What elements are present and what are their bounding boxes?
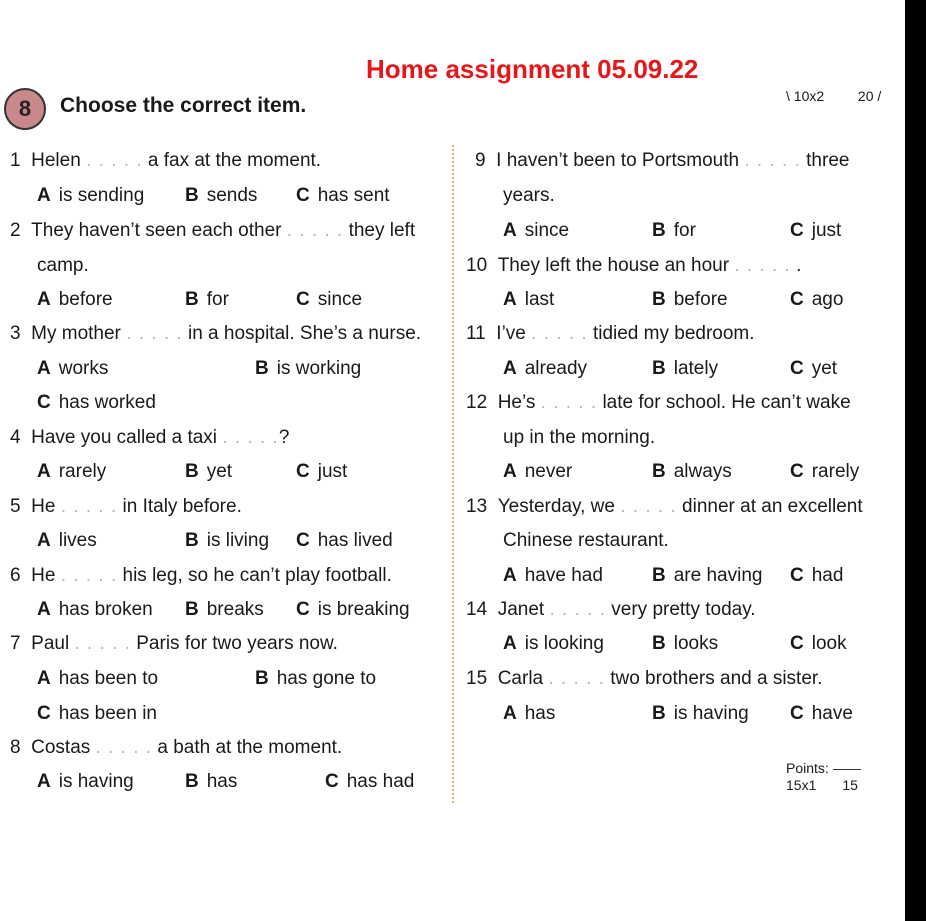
answer-blank[interactable]: . . . . . [126, 323, 183, 344]
score-box: \ 10x2 20 / [786, 88, 882, 104]
answer-blank[interactable]: . . . . . [620, 496, 677, 517]
option-11c[interactable]: C yet [790, 358, 838, 379]
option-10b[interactable]: B before [652, 289, 728, 310]
option-5a[interactable]: A lives [37, 530, 97, 551]
question-5: 5 He . . . . . in Italy before. [10, 496, 242, 517]
option-13c[interactable]: C had [790, 565, 844, 586]
option-13b[interactable]: B are having [652, 565, 763, 586]
points-box [786, 760, 861, 794]
option-14a[interactable]: A is looking [503, 633, 604, 654]
option-11a[interactable]: A already [503, 358, 588, 379]
option-13a[interactable]: A have had [503, 565, 603, 586]
question-12: 12 He’s . . . . . late for school. He can’t wake [466, 392, 851, 413]
answer-blank[interactable]: . . . . . [60, 565, 118, 586]
score-total: 20 [857, 88, 874, 104]
question-3: 3 My mother . . . . . in a hospital. She’s a nurse. [10, 323, 422, 344]
answer-blank[interactable]: . . . . . [95, 737, 153, 758]
option-9a[interactable]: A since [503, 220, 570, 241]
question-2-cont: camp. [37, 255, 89, 276]
option-15c[interactable]: C have [790, 703, 853, 724]
option-11b[interactable]: B lately [652, 358, 719, 379]
option-12a[interactable]: A never [503, 461, 573, 482]
right-edge-bar [905, 0, 926, 921]
question-1: 1 Helen . . . . . a fax at the moment. [10, 150, 322, 171]
option-1c[interactable]: C has sent [296, 185, 390, 206]
question-12-cont: up in the morning. [503, 427, 656, 448]
exercise-number-badge [4, 88, 46, 130]
option-1b[interactable]: B sends [185, 185, 258, 206]
exercise-number: 8 [18, 96, 32, 121]
column-divider [452, 145, 454, 803]
option-15b[interactable]: B is having [652, 703, 749, 724]
option-4c[interactable]: C just [296, 461, 348, 482]
answer-blank[interactable]: . . . . . [60, 496, 118, 517]
question-10: 10 They left the house an hour . . . . . . [466, 255, 802, 276]
option-8a[interactable]: A is having [37, 771, 134, 792]
option-9c[interactable]: C just [790, 220, 842, 241]
option-4a[interactable]: A rarely [37, 461, 107, 482]
question-9-cont: years. [503, 185, 555, 206]
option-2b[interactable]: B for [185, 289, 229, 310]
points-formula: 15x1 [786, 777, 817, 793]
question-13-cont: Chinese restaurant. [503, 530, 669, 551]
answer-blank[interactable]: . . . . . [74, 633, 131, 654]
option-6b[interactable]: B breaks [185, 599, 264, 620]
question-7: 7 Paul . . . . . Paris for two years now. [10, 633, 338, 654]
page-title: Home assignment 05.09.22 [366, 54, 699, 84]
option-3b[interactable]: B is working [255, 358, 362, 379]
option-8b[interactable]: B has [185, 771, 238, 792]
option-3a[interactable]: A works [37, 358, 109, 379]
answer-blank[interactable]: . . . . . [286, 220, 344, 241]
question-2: 2 They haven’t seen each other . . . . . they left [10, 220, 416, 241]
question-15: 15 Carla . . . . . two brothers and a sister. [466, 668, 823, 689]
answer-blank[interactable]: . . . . . [531, 323, 588, 344]
option-1a[interactable]: A is sending [37, 185, 145, 206]
option-5b[interactable]: B is living [185, 530, 270, 551]
points-total: 15 [842, 777, 858, 793]
option-7b[interactable]: B has gone to [255, 668, 377, 689]
points-label: Points: [786, 760, 829, 776]
option-14b[interactable]: B looks [652, 633, 719, 654]
option-12c[interactable]: C rarely [790, 461, 860, 482]
option-2a[interactable]: A before [37, 289, 113, 310]
question-6: 6 He . . . . . his leg, so he can’t play football. [10, 565, 392, 586]
question-4: 4 Have you called a taxi . . . . .? [10, 427, 290, 448]
option-6c[interactable]: C is breaking [296, 599, 410, 620]
question-13: 13 Yesterday, we . . . . . dinner at an excellent [466, 496, 863, 517]
option-7c[interactable]: C has been in [37, 703, 157, 724]
option-10a[interactable]: A last [503, 289, 555, 310]
option-4b[interactable]: B yet [185, 461, 233, 482]
score-formula: 10x2 [793, 88, 825, 104]
option-10c[interactable]: C ago [790, 289, 844, 310]
answer-blank[interactable]: . . . . . [86, 150, 143, 171]
option-15a[interactable]: A has [503, 703, 556, 724]
option-14c[interactable]: C look [790, 633, 847, 654]
option-9b[interactable]: B for [652, 220, 696, 241]
option-3c[interactable]: C has worked [37, 392, 156, 413]
option-12b[interactable]: B always [652, 461, 732, 482]
option-6a[interactable]: A has broken [37, 599, 153, 620]
option-8c[interactable]: C has had [325, 771, 415, 792]
instruction: Choose the correct item. [60, 94, 307, 117]
answer-blank[interactable]: . . . . . [548, 668, 605, 689]
question-14: 14 Janet . . . . . very pretty today. [466, 599, 756, 620]
answer-blank[interactable]: . . . . . [222, 427, 279, 448]
answer-blank[interactable]: . . . . . [540, 392, 598, 413]
question-9: 9 I haven’t been to Portsmouth . . . . . three [475, 150, 850, 171]
option-2c[interactable]: C since [296, 289, 363, 310]
answer-blank[interactable]: . . . . . [549, 599, 606, 620]
answer-blank[interactable]: . . . . . [744, 150, 801, 171]
answer-blank[interactable]: . . . . . [734, 255, 791, 276]
option-7a[interactable]: A has been to [37, 668, 159, 689]
option-5c[interactable]: C has lived [296, 530, 393, 551]
question-8: 8 Costas . . . . . a bath at the moment. [10, 737, 343, 758]
question-11: 11 I’ve . . . . . tidied my bedroom. [466, 323, 755, 344]
